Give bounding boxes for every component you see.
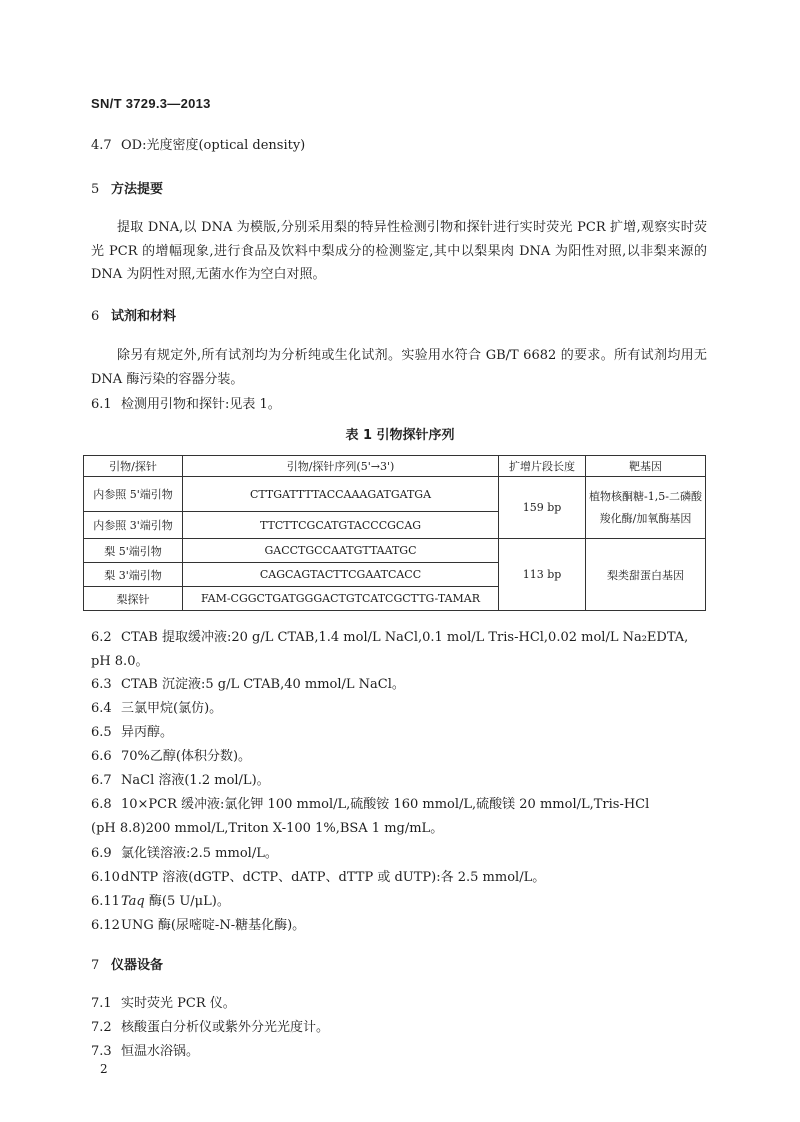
primer-name: 梨探针 xyxy=(84,587,183,611)
clause-number: 6.12 xyxy=(91,918,120,933)
clause-text: 检测用引物和探针:见表 1。 xyxy=(121,397,281,412)
clause-7-3 xyxy=(91,1040,199,1059)
table-header-row xyxy=(84,456,706,477)
section-title: 试剂和材料 xyxy=(111,309,177,324)
clause-6-8-continuation: (pH 8.8)200 mmol/L,Triton X-100 1%,BSA 1 mg/mL。 xyxy=(91,821,444,836)
clause-number: 7.2 xyxy=(91,1020,112,1035)
section-number: 7 xyxy=(91,958,100,973)
table-row xyxy=(84,477,706,512)
primer-name: 梨 3'端引物 xyxy=(84,563,183,587)
standard-id: SN/T 3729.3—2013 xyxy=(91,96,211,111)
clause-6-8 xyxy=(91,793,649,812)
clause-text: 70%乙醇(体积分数)。 xyxy=(121,749,252,764)
clause-text: 10×PCR 缓冲液:氯化钾 100 mmol/L,硫酸铵 160 mmol/L,硫酸镁 20 mmol/L,Tris-HCl xyxy=(121,797,650,812)
primer-sequence: TTCTTCGCATGTACCCGCAG xyxy=(183,512,499,539)
section-5-heading xyxy=(91,178,163,197)
clause-text: UNG 酶(尿嘧啶-N-糖基化酶)。 xyxy=(121,918,306,933)
clause-6-6 xyxy=(91,745,251,764)
clause-text: CTAB 提取缓冲液:20 g/L CTAB,1.4 mol/L NaCl,0.1 mol/L Tris-HCl,0.02 mol/L Na₂EDTA, xyxy=(121,630,689,645)
clause-6-1 xyxy=(91,393,281,412)
section-title: 方法提要 xyxy=(111,182,164,197)
section-6-paragraph: 除另有规定外,所有试剂均为分析纯或生化试剂。实验用水符合 GB/T 6682 的要求。所有试剂均用无 DNA 酶污染的容器分装。 xyxy=(91,348,707,387)
clause-6-7 xyxy=(91,769,270,788)
section-title: 仪器设备 xyxy=(111,958,164,973)
primer-sequence: GACCTGCCAATGTTAATGC xyxy=(183,539,499,563)
clause-6-4 xyxy=(91,697,222,716)
column-header: 扩增片段长度 xyxy=(499,456,586,477)
primer-sequence: FAM-CGGCTGATGGGACTGTCATCGCTTG-TAMAR xyxy=(183,587,499,611)
primer-name: 内参照 5'端引物 xyxy=(84,477,183,512)
section-6-heading xyxy=(91,305,176,324)
clause-number: 6.11 xyxy=(91,894,120,909)
table-row xyxy=(84,539,706,563)
primer-probe-table xyxy=(83,455,706,611)
target-gene: 植物核酮糖-1,5-二磷酸羧化酶/加氧酶基因 xyxy=(586,477,706,539)
section-number: 6 xyxy=(91,309,100,324)
clause-4-7 xyxy=(91,134,305,153)
clause-text: 核酸蛋白分析仪或紫外分光光度计。 xyxy=(121,1020,330,1035)
page-number: 2 xyxy=(100,1062,108,1076)
primer-name: 梨 5'端引物 xyxy=(84,539,183,563)
clause-7-1 xyxy=(91,992,236,1011)
clause-6-9 xyxy=(91,842,278,861)
clause-number: 6.1 xyxy=(91,397,112,412)
clause-6-2 xyxy=(91,626,688,645)
clause-6-5 xyxy=(91,721,173,740)
clause-6-11 xyxy=(91,890,230,909)
amplicon-length: 159 bp xyxy=(499,477,586,539)
clause-number: 6.8 xyxy=(91,797,112,812)
clause-number: 6.5 xyxy=(91,725,112,740)
section-number: 5 xyxy=(91,182,100,197)
clause-number: 6.2 xyxy=(91,630,112,645)
clause-text: OD:光度密度(optical density) xyxy=(121,138,306,153)
clause-number: 7.1 xyxy=(91,996,112,1011)
clause-text: 氯化镁溶液:2.5 mmol/L。 xyxy=(121,846,278,861)
clause-text: dNTP 溶液(dGTP、dCTP、dATP、dTTP 或 dUTP):各 2.5 mmol/L。 xyxy=(121,870,546,885)
clause-6-10 xyxy=(91,866,545,885)
clause-text: 异丙醇。 xyxy=(121,725,174,740)
clause-number: 4.7 xyxy=(91,138,112,153)
clause-6-12 xyxy=(91,914,305,933)
clause-6-2-continuation: pH 8.0。 xyxy=(91,654,149,669)
clause-text: NaCl 溶液(1.2 mol/L)。 xyxy=(121,773,270,788)
clause-number: 6.4 xyxy=(91,701,112,716)
primer-name: 内参照 3'端引物 xyxy=(84,512,183,539)
clause-number: 6.10 xyxy=(91,870,120,885)
column-header: 引物/探针 xyxy=(84,456,183,477)
section-5-paragraph: 提取 DNA,以 DNA 为模版,分别采用梨的特异性检测引物和探针进行实时荧光 PCR 扩增,观察实时荧光 PCR 的增幅现象,进行食品及饮料中梨成分的检测鉴定,其中以梨果肉 DNA 为阳性对照,以非梨来源的 DNA 为阴性对照,无菌水作为空白对照。 xyxy=(91,220,707,282)
clause-text: 酶(5 U/μL)。 xyxy=(144,894,230,909)
enzyme-name: Taq xyxy=(121,894,145,909)
clause-number: 6.3 xyxy=(91,677,112,692)
clause-text: CTAB 沉淀液:5 g/L CTAB,40 mmol/L NaCl。 xyxy=(121,677,405,692)
primer-sequence: CTTGATTTTACCAAAGATGATGA xyxy=(183,477,499,512)
column-header: 引物/探针序列(5'→3') xyxy=(183,456,499,477)
section-7-heading xyxy=(91,954,163,973)
clause-number: 7.3 xyxy=(91,1044,112,1059)
amplicon-length: 113 bp xyxy=(499,539,586,611)
clause-7-2 xyxy=(91,1016,329,1035)
clause-number: 6.7 xyxy=(91,773,112,788)
target-gene: 梨类甜蛋白基因 xyxy=(586,539,706,611)
clause-6-3 xyxy=(91,673,405,692)
primer-sequence: CAGCAGTACTTCGAATCACC xyxy=(183,563,499,587)
clause-text: 实时荧光 PCR 仪。 xyxy=(121,996,236,1011)
column-header: 靶基因 xyxy=(586,456,706,477)
table-title: 表 1 引物探针序列 xyxy=(345,428,455,443)
clause-number: 6.6 xyxy=(91,749,112,764)
clause-number: 6.9 xyxy=(91,846,112,861)
clause-text: 恒温水浴锅。 xyxy=(121,1044,200,1059)
clause-text: 三氯甲烷(氯仿)。 xyxy=(121,701,223,716)
